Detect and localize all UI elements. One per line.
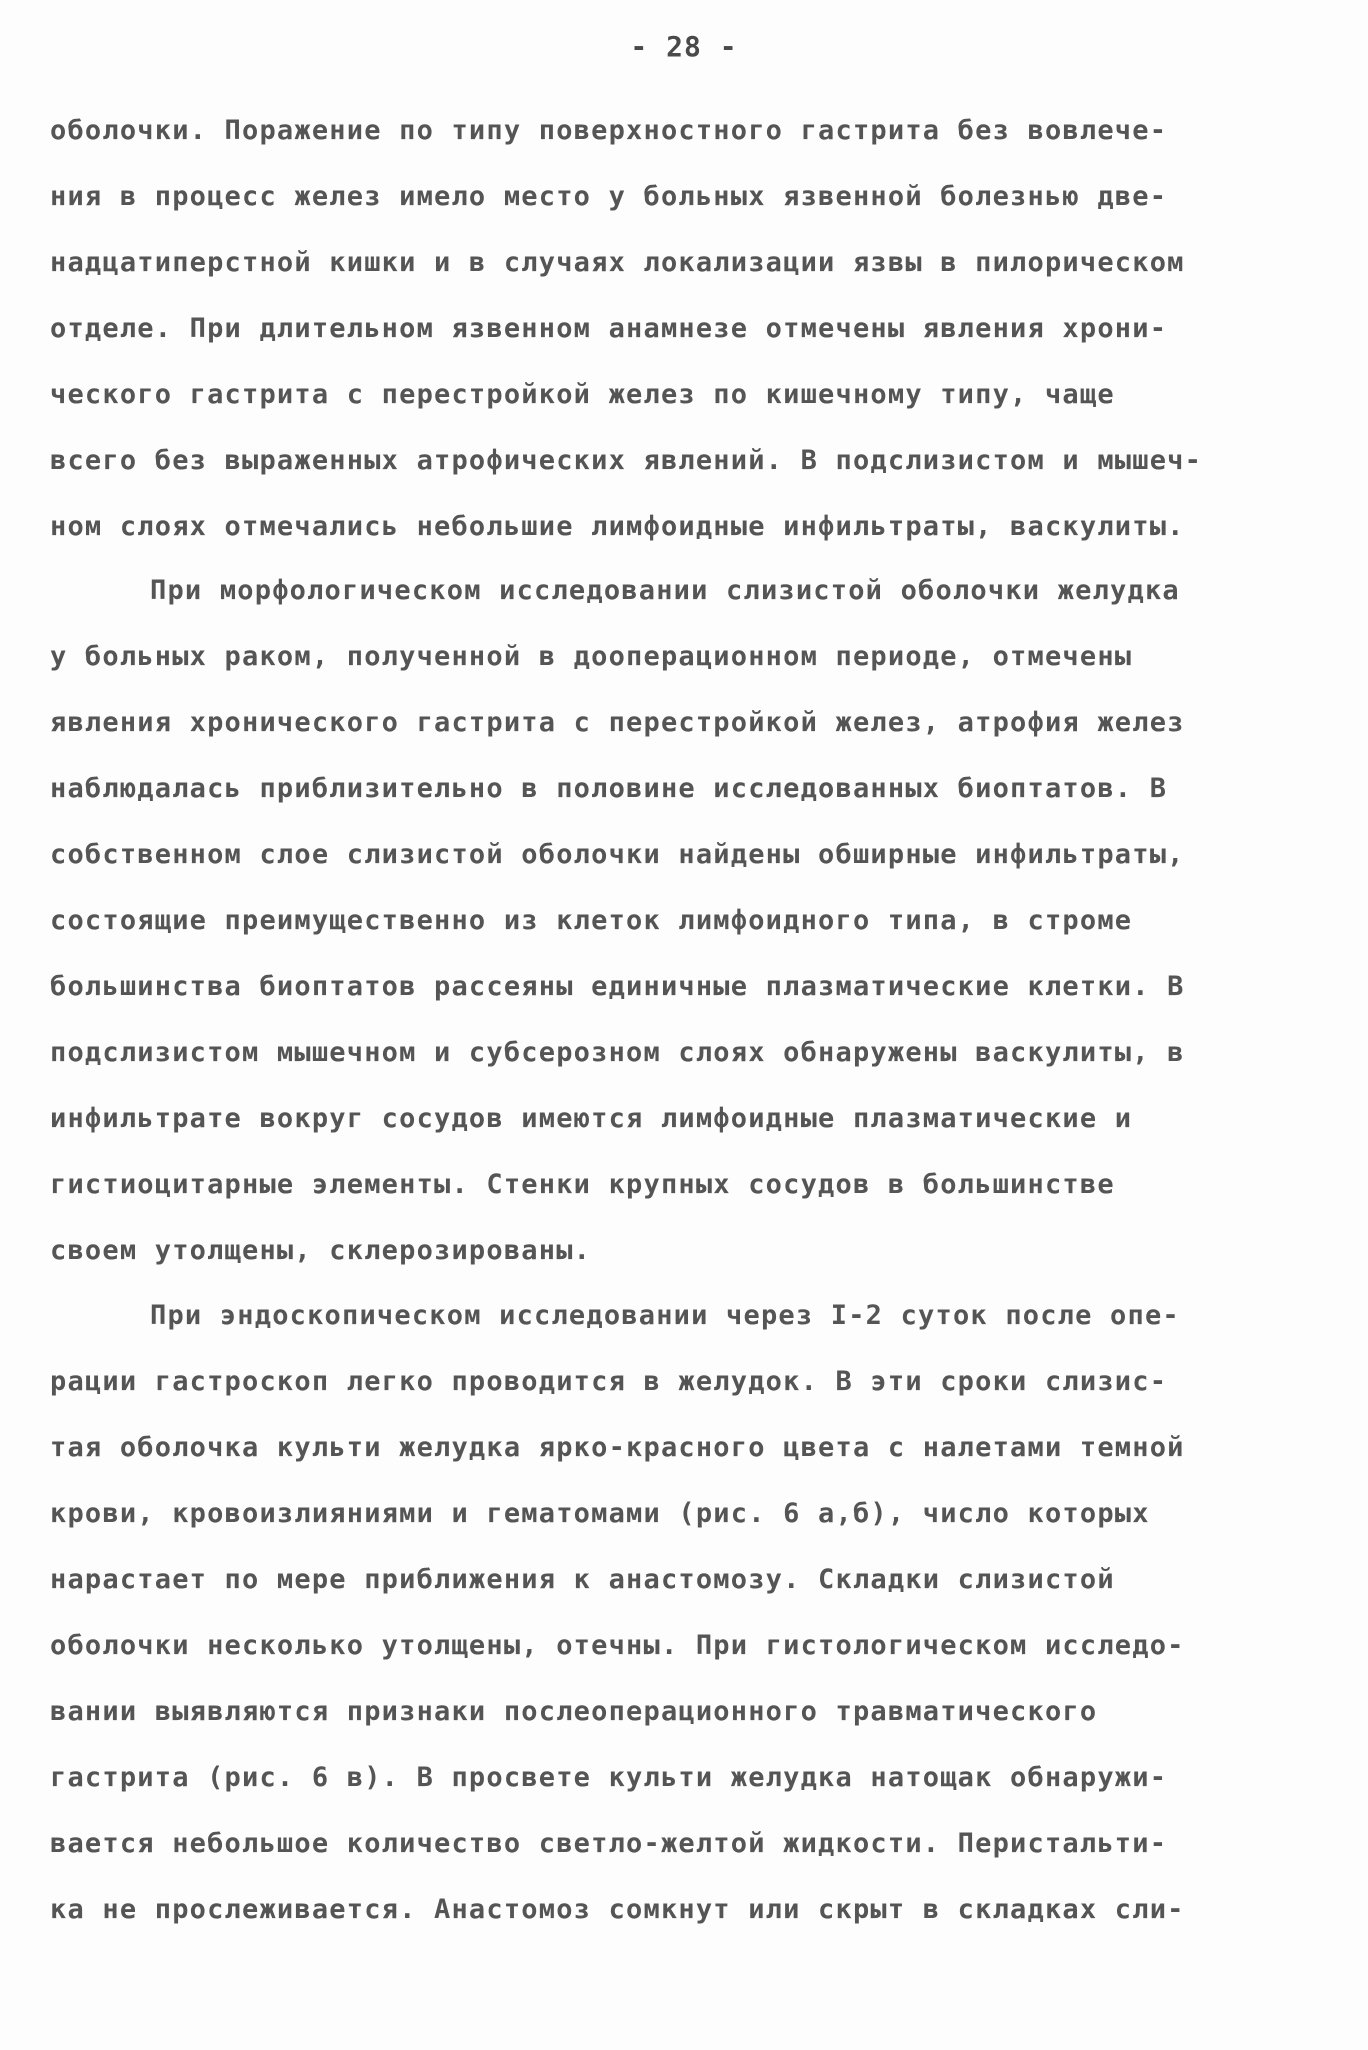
- text-line: оболочки несколько утолщены, отечны. При гистологическом исследо-: [50, 1630, 1185, 1661]
- text-line: ческого гастрита с перестройкой желез по кишечному типу, чаще: [50, 379, 1115, 410]
- text-line: отделе. При длительном язвенном анамнезе отмечены явления хрони-: [50, 313, 1168, 344]
- text-line: гистиоцитарные элементы. Стенки крупных сосудов в большинстве: [50, 1169, 1115, 1200]
- text-line: вается небольшое количество светло-желтой жидкости. Перистальти-: [50, 1828, 1168, 1859]
- text-line: оболочки. Поражение по типу поверхностного гастрита без вовлече-: [50, 115, 1168, 146]
- paragraph-cancer-morphology: [50, 558, 1320, 1284]
- paragraph-endoscopy-findings: [50, 1283, 1320, 1943]
- text-line: состоящие преимущественно из клеток лимфоидного типа, в строме: [50, 905, 1133, 936]
- text-line: нарастает по мере приближения к анастомозу. Складки слизистой: [50, 1564, 1115, 1595]
- text-line: тая оболочка культи желудка ярко-красного цвета с налетами темной: [50, 1432, 1185, 1463]
- page-number: - 28 -: [630, 30, 738, 63]
- text-line: рации гастроскоп легко проводится в желудок. В эти сроки слизис-: [50, 1366, 1168, 1397]
- text-line: При эндоскопическом исследовании через I-2 суток после опе-: [150, 1300, 1180, 1331]
- text-line: крови, кровоизлияниями и гематомами (рис. 6 а,б), число которых: [50, 1498, 1150, 1529]
- text-line: большинства биоптатов рассеяны единичные плазматические клетки. В: [50, 971, 1185, 1002]
- text-line: надцатиперстной кишки и в случаях локализации язвы в пилорическом: [50, 247, 1185, 278]
- text-line: наблюдалась приблизительно в половине исследованных биоптатов. В: [50, 773, 1168, 804]
- text-line: инфильтрате вокруг сосудов имеются лимфоидные плазматические и: [50, 1103, 1133, 1134]
- text-line: ния в процесс желез имело место у больных язвенной болезнью две-: [50, 181, 1168, 212]
- text-line: ном слоях отмечались небольшие лимфоидные инфильтраты, васкулиты.: [50, 511, 1185, 542]
- text-line: вании выявляются признаки послеоперационного травматического: [50, 1696, 1098, 1727]
- text-line: всего без выраженных атрофических явлений. В подслизистом и мышеч-: [50, 445, 1203, 476]
- text-line: собственном слое слизистой оболочки найдены обширные инфильтраты,: [50, 839, 1185, 870]
- text-line: При морфологическом исследовании слизистой оболочки желудка: [150, 575, 1180, 606]
- text-line: своем утолщены, склерозированы.: [50, 1235, 592, 1266]
- text-line: подслизистом мышечном и субсерозном слоях обнаружены васкулиты, в: [50, 1037, 1185, 1068]
- text-line: явления хронического гастрита с перестройкой желез, атрофия желез: [50, 707, 1185, 738]
- text-line: гастрита (рис. 6 в). В просвете культи желудка натощак обнаружи-: [50, 1762, 1168, 1793]
- text-line: у больных раком, полученной в дооперационном периоде, отмечены: [50, 641, 1133, 672]
- paragraph-gastritis-findings: [50, 98, 1320, 560]
- text-line: ка не прослеживается. Анастомоз сомкнут или скрыт в складках сли-: [50, 1894, 1185, 1925]
